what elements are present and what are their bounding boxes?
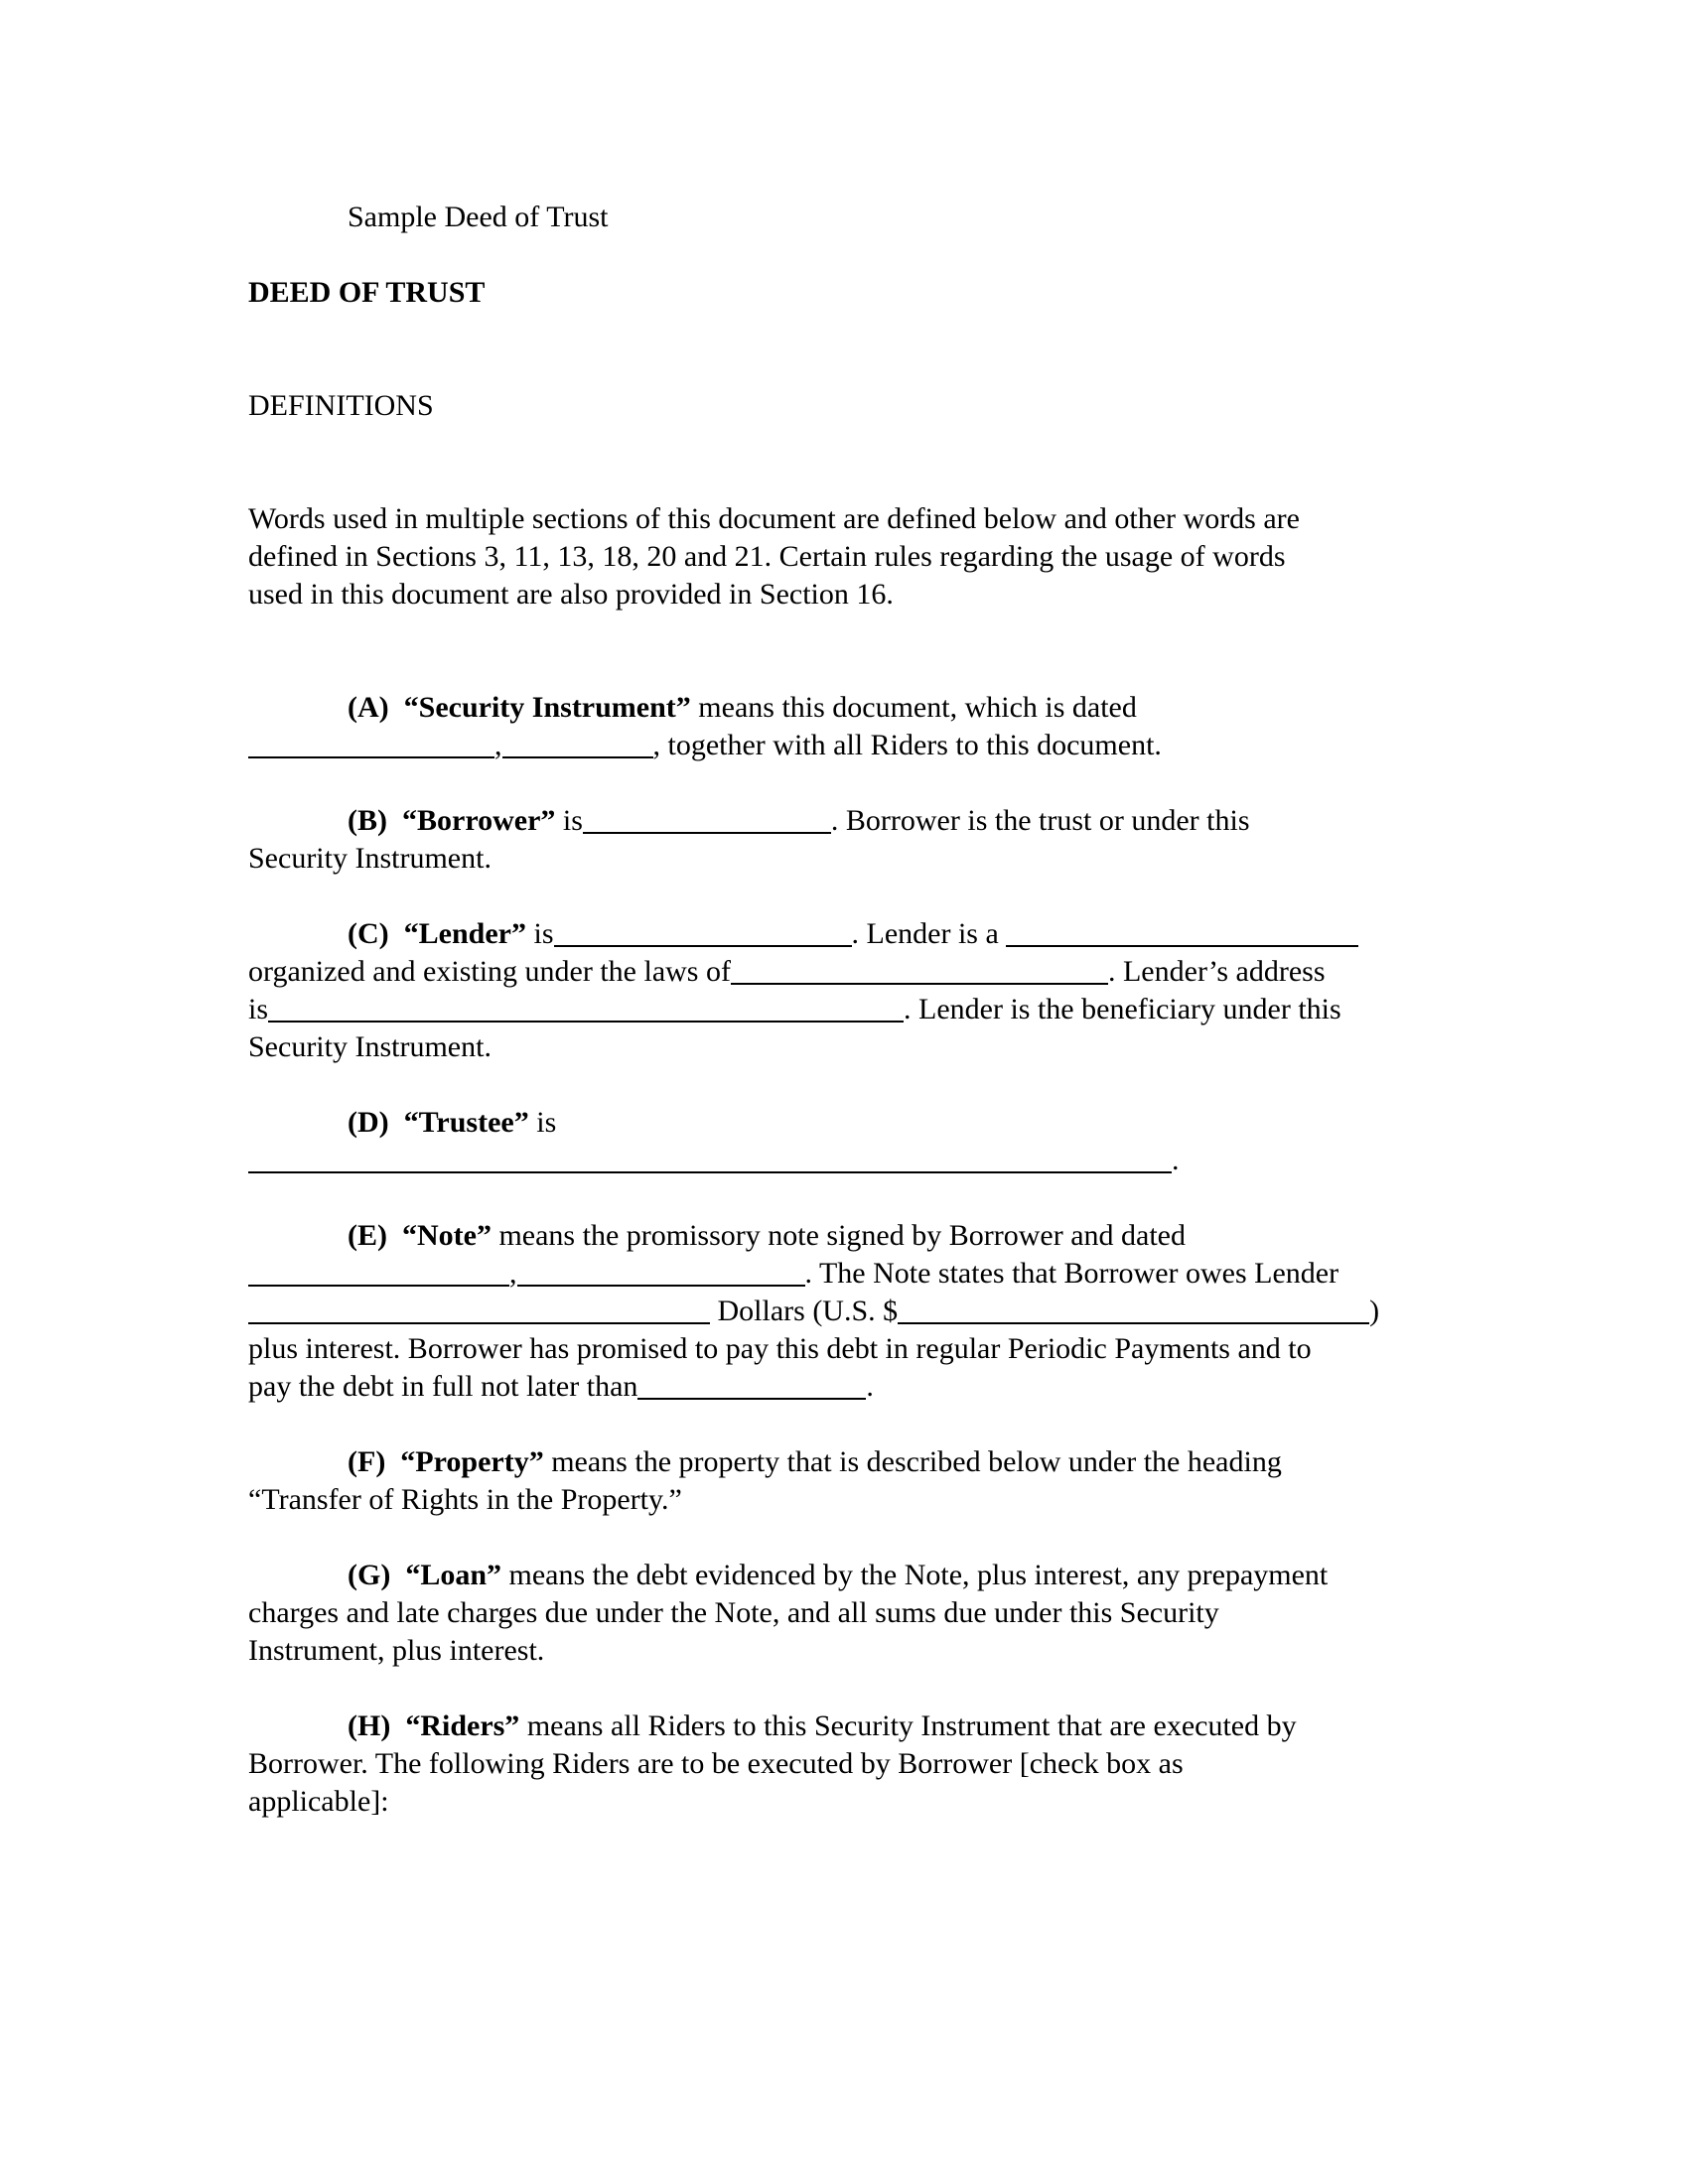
text-run: means the debt evidenced by the Note, plus interest, any prepayment [501,1559,1329,1591]
text-run: . The Note states that Borrower owes Lender [804,1257,1339,1290]
text-run: “Transfer of Rights in the Property.” [248,1483,682,1516]
text-run: Words used in multiple sections of this document are defined below and other words are [248,502,1300,535]
text-run: . Lender is a [851,917,1007,950]
bold-term: (D) “Trustee” [348,1106,529,1139]
text-run: is [525,917,554,950]
text-run: , [494,729,502,761]
text-run: . [1172,1144,1180,1176]
text-run: ) [1369,1295,1380,1327]
definitions-heading: DEFINITIONS [248,389,434,422]
definition-f [248,1443,1450,1519]
text-run: means the property that is described below under the heading [543,1445,1282,1478]
blank-field [1006,944,1358,947]
blank-field [731,982,1108,985]
text-run: Security Instrument. [248,842,492,875]
text-run: is [248,993,269,1025]
text-run: , [509,1257,517,1290]
text-run: Borrower. The following Riders are to be executed by Borrower [check box as [248,1747,1184,1780]
bold-term: (B) “Borrower” [348,804,556,837]
document-title: DEED OF TRUST [248,276,486,309]
text-run: Dollars (U.S. $ [710,1295,899,1327]
blank-field [248,1284,509,1287]
text-run: charges and late charges due under the Note, and all sums due under this Security [248,1596,1219,1629]
blank-field [898,1321,1369,1324]
text-run: pay the debt in full not later than [248,1370,638,1403]
text-run: means the promissory note signed by Borrower and dated [491,1219,1186,1252]
definition-c [248,915,1450,1066]
blank-field [517,1284,805,1287]
blank-field [637,1397,866,1400]
text-run: organized and existing under the laws of [248,955,731,988]
text-run: is [555,804,583,837]
document-label: Sample Deed of Trust [348,201,609,233]
text-run: defined in Sections 3, 11, 13, 18, 20 and 21. Certain rules regarding the usage of words [248,540,1286,573]
text-run: . Lender’s address [1107,955,1326,988]
text-run: means all Riders to this Security Instrument that are executed by [519,1709,1297,1742]
blank-field [248,755,494,758]
definition-d [248,1104,1450,1179]
intro-paragraph [248,500,1450,614]
text-run: Instrument, plus interest. [248,1634,545,1667]
text-run: plus interest. Borrower has promised to pay this debt in regular Periodic Payments and to [248,1332,1312,1365]
text-run: . Lender is the beneficiary under this [904,993,1341,1025]
blank-field [554,944,852,947]
bold-term: (F) “Property” [348,1445,544,1478]
definition-b [248,802,1450,878]
bold-term: (E) “Note” [348,1219,492,1252]
bold-term: (H) “Riders” [348,1709,520,1742]
text-run: means this document, which is dated [690,691,1137,724]
blank-field [248,1321,710,1324]
definition-h [248,1707,1450,1821]
bold-term: (G) “Loan” [348,1559,502,1591]
text-run: is [528,1106,557,1139]
text-run: applicable]: [248,1785,389,1818]
blank-field [268,1020,904,1023]
text-run: Security Instrument. [248,1030,492,1063]
text-run: . [866,1370,874,1403]
text-run: . Borrower is the trust or under this [830,804,1250,837]
definition-e [248,1217,1450,1406]
bold-term: (A) “Security Instrument” [348,691,691,724]
text-run: , together with all Riders to this document. [652,729,1162,761]
definition-g [248,1557,1450,1670]
bold-term: (C) “Lender” [348,917,526,950]
blank-field [248,1170,1172,1173]
definition-a [248,689,1450,764]
blank-field [583,831,831,834]
text-run: used in this document are also provided in Section 16. [248,578,894,611]
blank-field [502,755,653,758]
